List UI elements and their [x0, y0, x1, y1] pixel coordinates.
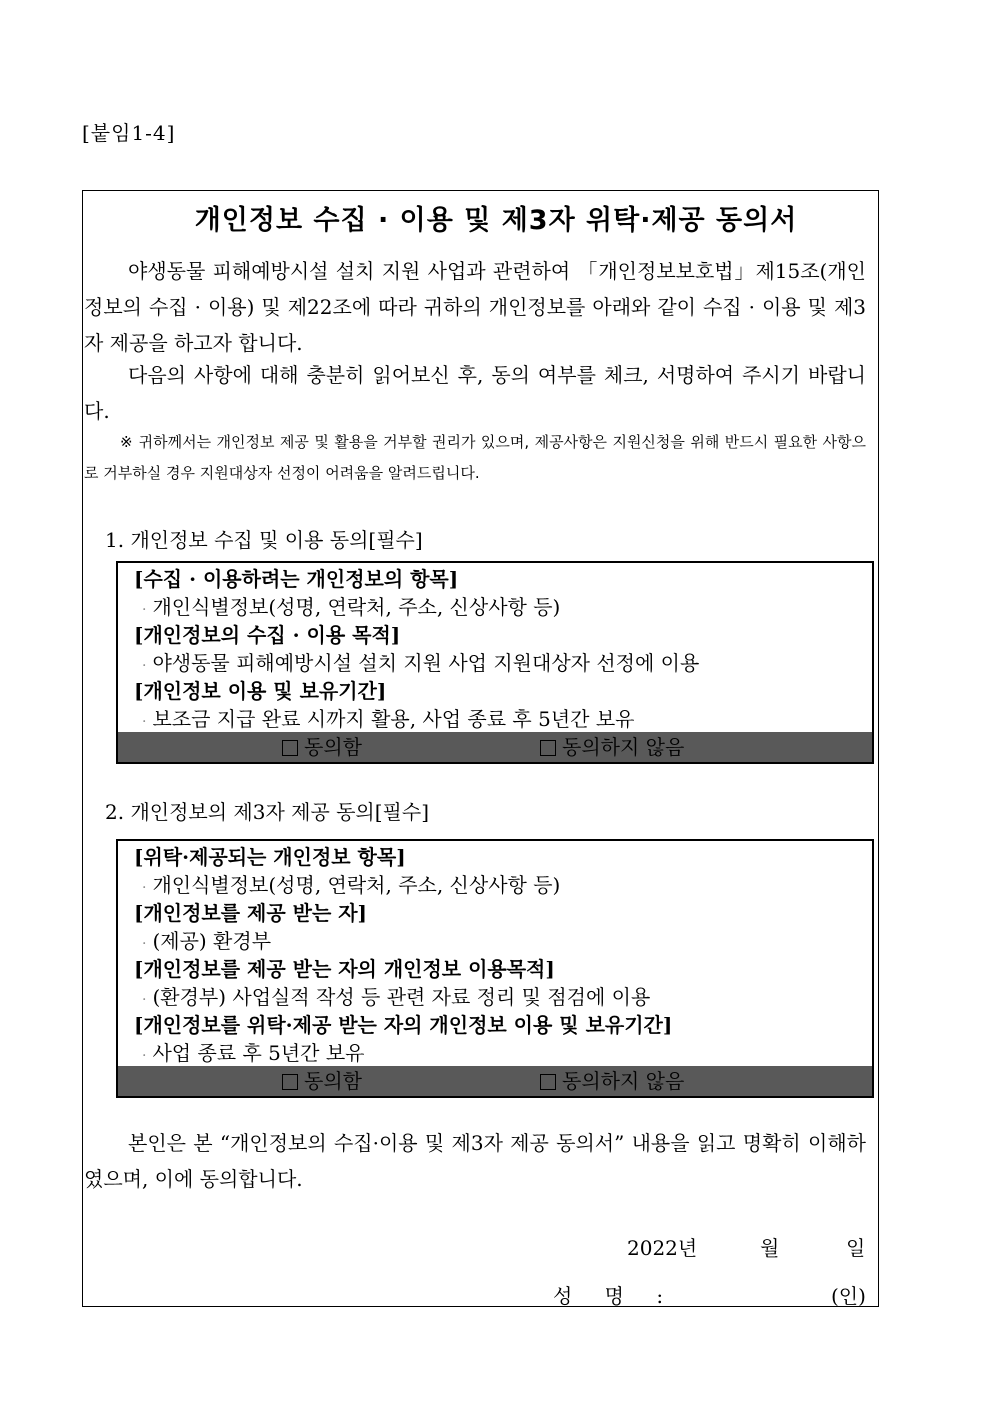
bullet-dot-icon: ·	[142, 880, 147, 896]
section2-disagree-checkbox[interactable]	[540, 1074, 556, 1090]
section1-disagree-option[interactable]	[540, 732, 684, 762]
section2-agree-checkbox[interactable]	[282, 1074, 298, 1090]
section2-item-head: [개인정보를 위탁·제공 받는 자의 개인정보 이용 및 보유기간]	[134, 1013, 673, 1037]
section2-item-line	[134, 1039, 872, 1067]
section1-item-text: 야생동물 피해예방시설 설치 지원 사업 지원대상자 선정에 이용	[152, 651, 700, 675]
intro-paragraph: 야생동물 피해예방시설 설치 지원 사업과 관련하여 「개인정보보호법」제15조(개인정보의 수집 · 이용) 및 제22조에 따라 귀하의 개인정보를 아래와 같이 수집 · 이용 및 제3자 제공을 하고자 합니다.	[84, 259, 866, 355]
bullet-dot-icon: ·	[142, 714, 147, 730]
confirmation-paragraph: 본인은 본 “개인정보의 수집·이용 및 제3자 제공 동의서” 내용을 읽고 명확히 이해하였으며, 이에 동의합니다.	[84, 1131, 866, 1191]
section1-agree-option[interactable]	[282, 732, 362, 762]
date-year: 2022년	[627, 1236, 698, 1260]
bullet-dot-icon: ·	[142, 602, 147, 618]
signature-label: 성 명 :	[553, 1284, 664, 1308]
attachment-label: [붙임1-4]	[82, 121, 176, 145]
section2-item-line	[134, 871, 872, 899]
section2-items	[118, 841, 872, 1067]
section1-item-line	[134, 705, 872, 733]
date-month: 월	[760, 1236, 780, 1260]
section1-items	[118, 563, 872, 733]
section2-item-text: 개인식별정보(성명, 연락처, 주소, 신상사항 등)	[152, 873, 561, 897]
date-day: 일	[846, 1236, 866, 1260]
bullet-dot-icon: ·	[142, 936, 147, 952]
notice-paragraph: ※ 귀하께서는 개인정보 제공 및 활용을 거부할 권리가 있으며, 제공사항은 지원신청을 위해 반드시 필요한 사항으로 거부하실 경우 지원대상자 선정이 어려움을 알려드립니다.	[84, 433, 866, 482]
section2-item-line	[134, 983, 872, 1011]
bullet-dot-icon: ·	[142, 1048, 147, 1064]
section1-consent-box	[116, 561, 874, 764]
section1-item-line	[134, 649, 872, 677]
section1-agree-checkbox[interactable]	[282, 740, 298, 756]
section2-item-text: (제공) 환경부	[152, 929, 272, 953]
section1-disagree-checkbox[interactable]	[540, 740, 556, 756]
section1-agree-bar	[118, 732, 872, 762]
section1-item-text: 개인식별정보(성명, 연락처, 주소, 신상사항 등)	[152, 595, 561, 619]
section2-item-line	[134, 927, 872, 955]
section1-item-head: [개인정보 이용 및 보유기간]	[134, 679, 387, 703]
signature-seal: (인)	[831, 1284, 866, 1308]
section2-item-head: [개인정보를 제공 받는 자]	[134, 901, 368, 925]
section1-item-line	[134, 593, 872, 621]
section2-consent-box	[116, 839, 874, 1098]
section1-heading: 1. 개인정보 수집 및 이용 동의[필수]	[105, 528, 423, 552]
section2-agree-label: 동의함	[304, 1069, 362, 1093]
section2-item-text: 사업 종료 후 5년간 보유	[152, 1041, 365, 1065]
section2-agree-bar	[118, 1066, 872, 1096]
request-paragraph: 다음의 사항에 대해 충분히 읽어보신 후, 동의 여부를 체크, 서명하여 주시기 바랍니다.	[84, 363, 866, 423]
section2-item-head: [위탁·제공되는 개인정보 항목]	[134, 845, 406, 869]
section1-item-text: 보조금 지급 완료 시까지 활용, 사업 종료 후 5년간 보유	[152, 707, 635, 731]
section1-item-head: [개인정보의 수집 · 이용 목적]	[134, 623, 401, 647]
bullet-dot-icon: ·	[142, 658, 147, 674]
section1-disagree-label: 동의하지 않음	[562, 735, 685, 759]
bullet-dot-icon: ·	[142, 992, 147, 1008]
section1-item-head: [수집 · 이용하려는 개인정보의 항목]	[134, 567, 459, 591]
section1-agree-label: 동의함	[304, 735, 362, 759]
section2-item-head: [개인정보를 제공 받는 자의 개인정보 이용목적]	[134, 957, 555, 981]
section2-disagree-option[interactable]	[540, 1066, 684, 1096]
form-title: 개인정보 수집 · 이용 및 제3자 위탁·제공 동의서	[194, 205, 798, 236]
section2-agree-option[interactable]	[282, 1066, 362, 1096]
section2-heading: 2. 개인정보의 제3자 제공 동의[필수]	[105, 800, 430, 824]
section2-item-text: (환경부) 사업실적 작성 등 관련 자료 정리 및 점검에 이용	[152, 985, 651, 1009]
section2-disagree-label: 동의하지 않음	[562, 1069, 685, 1093]
